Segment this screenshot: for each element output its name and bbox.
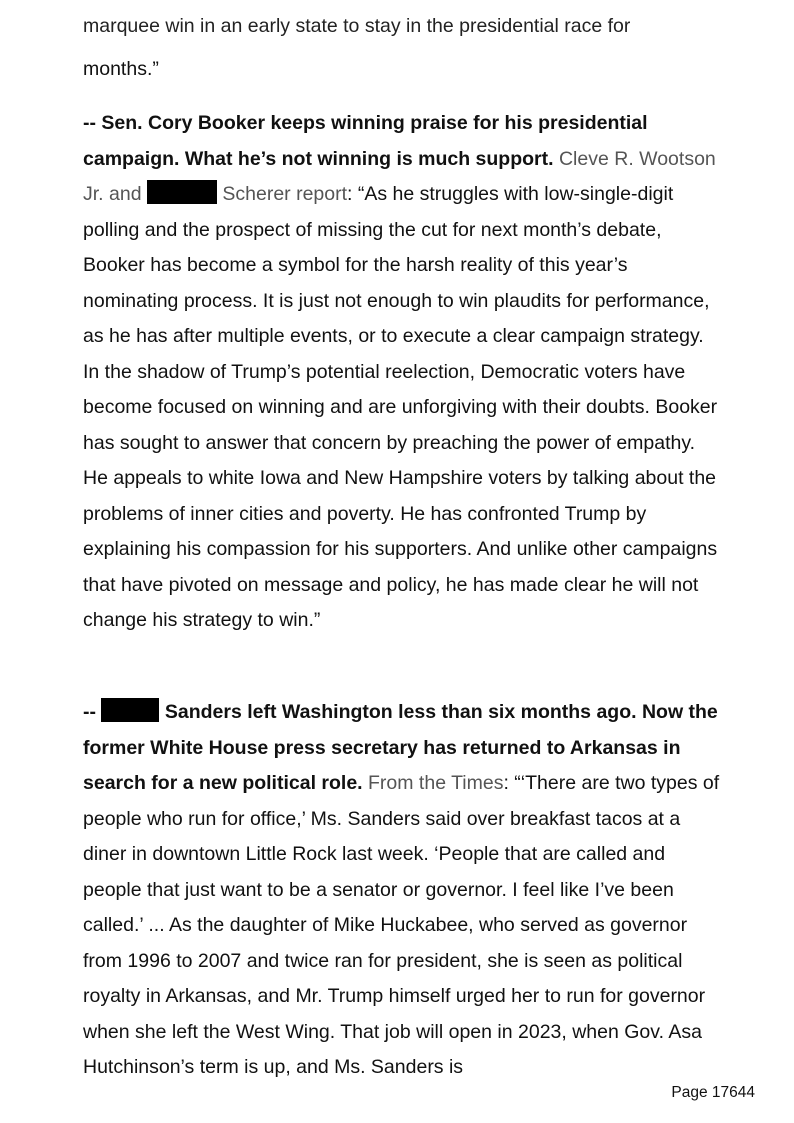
- source-label: From the Times: [368, 772, 504, 794]
- headline-sanders: Sanders left Washington less than six months ago. Now the former White House press secretary has returned to Arkansas in search for a new political role.: [83, 701, 718, 794]
- sanders-body: : “‘There are two types of people who run for office,’ Ms. Sanders said over breakfast tacos at a diner in downtown Little Rock last week. ‘People that are called and people that just want to be a senator or governor. I feel like I’ve been called.’ ... As the daughter of Mike Huckabee, who served as governor from 1996 to 2007 and twice ran for president, she is seen as political royalty in Arkansas, and Mr. Trump himself urged her to run for governor when she left the West Wing. That job will open in 2023, when Gov. Asa Hutchinson’s term is up, and Ms. Sanders is: [83, 772, 720, 1078]
- byline-part1: Cleve R. Wootson Jr. and: [83, 147, 716, 205]
- redaction-box: [147, 180, 217, 204]
- continuation-text: months.”: [83, 58, 159, 80]
- paragraph-sanders: [83, 695, 723, 1086]
- headline-booker: -- Sen. Cory Booker keeps winning praise for his presidential campaign. What he’s not winning is much support.: [83, 112, 648, 170]
- booker-body: : “As he struggles with low-single-digit polling and the prospect of missing the cut for next month’s debate, Booker has become a symbol for the harsh reality of this year’s nominating process. It is just not enough to win plaudits for performance, as he has after multiple events, or to execute a clear campaign strategy. In the shadow of Trump’s potential reelection, Democratic voters have become focused on winning and are unforgiving with their doubts. Booker has sought to answer that concern by preaching the power of empathy. He appeals to white Iowa and New Hampshire voters by talking about the problems of inner cities and poverty. He has confronted Trump by explaining his compassion for his supporters. And unlike other campaigns that have pivoted on message and policy, he has made clear he will not change his strategy to win.”: [83, 183, 718, 631]
- page-number: Page 17644: [671, 1084, 755, 1101]
- redaction-box: [101, 698, 159, 722]
- cutoff-text: marquee win in an early state to stay in the presidential race for: [83, 18, 631, 37]
- cutoff-text-line: [83, 18, 630, 40]
- headline-dash: --: [83, 701, 96, 723]
- paragraph-continuation: [83, 52, 723, 88]
- byline-part2: Scherer report: [222, 183, 348, 205]
- paragraph-booker: [83, 106, 723, 639]
